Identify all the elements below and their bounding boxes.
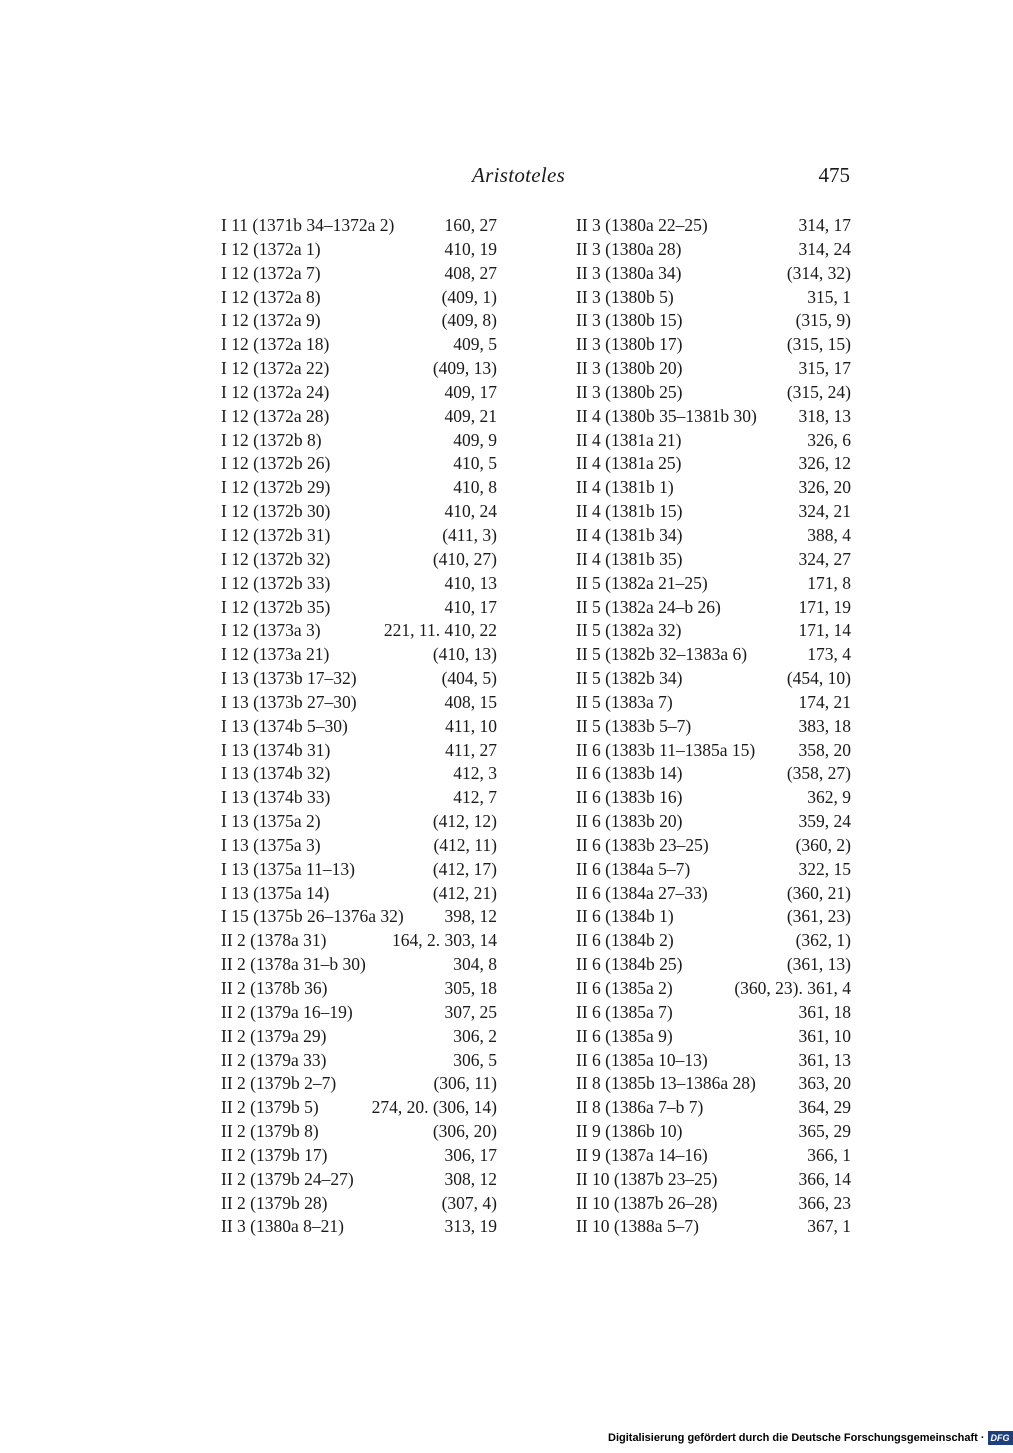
index-entry <box>221 1144 497 1168</box>
index-entry-reference: II 3 (1380b 17) <box>576 334 683 355</box>
index-entry <box>576 405 851 429</box>
index-entry <box>576 834 851 858</box>
index-entry-reference: I 13 (1374b 31) <box>221 739 331 760</box>
index-entry <box>221 953 497 977</box>
index-entry <box>221 667 497 691</box>
index-entry-citation: 410, 24 <box>444 501 497 522</box>
index-entry <box>221 1072 497 1096</box>
index-entry <box>221 739 497 763</box>
index-entry <box>221 238 497 262</box>
index-entry <box>576 858 851 882</box>
index-entry-citation: 307, 25 <box>444 1001 497 1022</box>
index-entry <box>221 619 497 643</box>
index-column-right <box>576 214 851 1239</box>
index-entry-citation: (411, 3) <box>442 524 497 545</box>
index-entry-reference: II 3 (1380a 34) <box>576 262 682 283</box>
index-entry-reference: II 2 (1379a 16–19) <box>221 1001 353 1022</box>
index-entry-reference: I 11 (1371b 34–1372a 2) <box>221 215 395 235</box>
index-entry-citation: 362, 9 <box>807 787 851 808</box>
index-entry <box>221 333 497 357</box>
index-entry-citation: 409, 21 <box>444 405 497 426</box>
index-entry-reference: II 9 (1387a 14–16) <box>576 1144 708 1165</box>
index-entry-reference: II 5 (1382a 24–b 26) <box>576 596 721 617</box>
index-entry <box>221 214 497 238</box>
index-entry <box>576 905 851 929</box>
index-entry-citation: (454, 10) <box>786 668 851 689</box>
index-entry <box>576 381 851 405</box>
index-entry-reference: II 9 (1386b 10) <box>576 1121 683 1142</box>
index-entry-reference: I 12 (1372a 28) <box>221 405 330 426</box>
index-entry <box>576 548 851 572</box>
index-entry-reference: I 12 (1372a 1) <box>221 238 321 259</box>
index-entry-reference: I 13 (1375a 14) <box>221 882 330 903</box>
index-entry-reference: II 5 (1382b 34) <box>576 668 683 689</box>
index-entry-citation: 409, 17 <box>444 381 497 402</box>
index-entry-reference: I 12 (1372a 24) <box>221 381 330 402</box>
index-entry <box>221 429 497 453</box>
index-entry-reference: II 6 (1385a 9) <box>576 1025 673 1046</box>
index-entry <box>221 596 497 620</box>
index-entry-citation: 315, 1 <box>807 286 851 307</box>
index-entry-citation: 304, 8 <box>453 954 497 975</box>
index-entry-reference: II 4 (1380b 35–1381b 30) <box>576 405 757 426</box>
index-entry-reference: I 12 (1372a 22) <box>221 358 330 379</box>
index-entry-citation: 160, 27 <box>444 215 497 235</box>
index-entry-reference: I 15 (1375b 26–1376a 32) <box>221 906 404 927</box>
index-entry <box>221 858 497 882</box>
index-entry <box>576 429 851 453</box>
index-entry-citation: 361, 18 <box>798 1001 851 1022</box>
index-entry-reference: I 13 (1374b 32) <box>221 763 331 784</box>
index-entry-citation: (409, 13) <box>432 358 497 379</box>
index-entry-citation: (412, 12) <box>432 811 497 832</box>
index-entry <box>221 1096 497 1120</box>
index-entry-citation: 358, 20 <box>798 739 851 760</box>
index-entry <box>576 1001 851 1025</box>
index-entry-reference: II 4 (1381b 15) <box>576 501 683 522</box>
index-entry-reference: I 12 (1373a 21) <box>221 644 330 665</box>
index-entry-citation: 366, 23 <box>798 1192 851 1213</box>
index-entry <box>576 524 851 548</box>
index-entry-reference: II 6 (1384b 25) <box>576 954 683 975</box>
index-entry-citation: 388, 4 <box>807 524 851 545</box>
index-entry <box>221 357 497 381</box>
index-entry <box>576 1072 851 1096</box>
index-entry-citation: 364, 29 <box>798 1097 851 1118</box>
index-entry-citation: 410, 13 <box>444 572 497 593</box>
index-entry-citation: 324, 27 <box>798 548 851 569</box>
index-entry-reference: II 6 (1383b 23–25) <box>576 834 709 855</box>
index-entry <box>576 739 851 763</box>
index-entry <box>576 786 851 810</box>
index-entry-citation: 326, 6 <box>807 429 851 450</box>
index-entry-citation: 171, 19 <box>798 596 851 617</box>
index-entry-citation: 409, 9 <box>453 429 497 450</box>
index-entry-reference: II 8 (1385b 13–1386a 28) <box>576 1073 756 1094</box>
index-entry-reference: II 6 (1384a 27–33) <box>576 882 708 903</box>
index-entry-reference: II 4 (1381b 1) <box>576 477 674 498</box>
index-entry-reference: II 3 (1380b 5) <box>576 286 674 307</box>
index-entry-reference: I 13 (1374b 5–30) <box>221 715 348 736</box>
index-entry-citation: 314, 24 <box>798 238 851 259</box>
index-entry-reference: I 12 (1372b 35) <box>221 596 331 617</box>
index-entry-reference: II 6 (1385a 10–13) <box>576 1049 708 1070</box>
index-entry <box>221 262 497 286</box>
index-entry-citation: 410, 19 <box>444 238 497 259</box>
index-entry-reference: I 12 (1373a 3) <box>221 620 321 641</box>
index-entry-reference: II 2 (1378a 31) <box>221 930 327 951</box>
index-entry-reference: II 5 (1382b 32–1383a 6) <box>576 644 748 665</box>
index-entry-citation: 306, 17 <box>444 1144 497 1165</box>
index-entry <box>576 953 851 977</box>
index-entry <box>576 1215 851 1239</box>
index-entry-citation: 164, 2. 303, 14 <box>392 930 497 951</box>
index-entry-reference: I 12 (1372b 26) <box>221 453 331 474</box>
index-entry <box>576 1144 851 1168</box>
index-entry-citation: (412, 21) <box>432 882 497 903</box>
index-entry-reference: II 6 (1383b 20) <box>576 811 683 832</box>
index-entry <box>576 1120 851 1144</box>
index-entry-reference: II 2 (1379a 29) <box>221 1025 327 1046</box>
index-entry-citation: 410, 17 <box>444 596 497 617</box>
index-entry <box>576 357 851 381</box>
index-entry <box>221 1025 497 1049</box>
index-entry-citation: (306, 11) <box>433 1073 497 1094</box>
index-entry-citation: 367, 1 <box>807 1216 851 1237</box>
index-entry-citation: 221, 11. 410, 22 <box>383 620 497 641</box>
index-entry <box>221 977 497 1001</box>
index-entry <box>221 1049 497 1073</box>
index-entry-citation: (410, 13) <box>432 644 497 665</box>
index-entry <box>221 1001 497 1025</box>
index-entry <box>221 572 497 596</box>
index-entry <box>576 619 851 643</box>
index-entry-reference: I 13 (1373b 17–32) <box>221 668 357 689</box>
index-entry-reference: I 12 (1372a 18) <box>221 334 330 355</box>
index-entry <box>576 500 851 524</box>
index-entry-citation: 412, 3 <box>453 763 497 784</box>
index-entry-citation: 324, 21 <box>798 501 851 522</box>
index-entry-reference: II 3 (1380a 28) <box>576 238 682 259</box>
running-head: Aristoteles <box>472 163 566 187</box>
index-entry <box>576 476 851 500</box>
index-entry <box>221 691 497 715</box>
index-entry-citation: (412, 11) <box>433 834 497 855</box>
index-entry-reference: II 6 (1383b 16) <box>576 787 683 808</box>
index-entry-reference: II 5 (1383b 5–7) <box>576 715 692 736</box>
footer-text: Digitalisierung gefördert durch die Deutsche Forschungsgemeinschaft · <box>608 1432 985 1444</box>
index-entry-citation: 314, 17 <box>798 215 851 235</box>
index-entry <box>221 905 497 929</box>
index-entry-citation: 318, 13 <box>798 405 851 426</box>
index-entry-reference: II 10 (1387b 23–25) <box>576 1168 718 1189</box>
index-entry-citation: (409, 8) <box>441 310 497 331</box>
index-entry-citation: 411, 10 <box>445 715 497 736</box>
index-entry <box>576 1025 851 1049</box>
index-entry-citation: 398, 12 <box>444 906 497 927</box>
index-entry-reference: I 13 (1374b 33) <box>221 787 331 808</box>
index-entry-citation: 322, 15 <box>798 858 851 879</box>
index-entry-reference: I 12 (1372b 31) <box>221 524 331 545</box>
index-entry-citation: (404, 5) <box>441 668 497 689</box>
index-entry <box>576 762 851 786</box>
index-entry-reference: II 6 (1384b 2) <box>576 930 674 951</box>
index-entry-citation: (315, 24) <box>786 381 851 402</box>
index-entry <box>221 810 497 834</box>
index-column-left <box>221 214 497 1239</box>
index-entry-citation: 361, 10 <box>798 1025 851 1046</box>
index-entry <box>221 500 497 524</box>
index-entry <box>221 524 497 548</box>
index-entry <box>576 1168 851 1192</box>
index-entry-citation: 363, 20 <box>798 1073 851 1094</box>
index-entry <box>221 476 497 500</box>
index-entry <box>576 214 851 238</box>
index-entry <box>576 1096 851 1120</box>
index-entry <box>576 286 851 310</box>
index-entry-reference: I 12 (1372a 9) <box>221 310 321 331</box>
index-entry-reference: II 2 (1379b 8) <box>221 1121 319 1142</box>
index-entry <box>221 309 497 333</box>
index-entry-reference: I 12 (1372b 32) <box>221 548 331 569</box>
index-entry-citation: (410, 27) <box>432 548 497 569</box>
index-entry <box>576 691 851 715</box>
index-entry-reference: II 5 (1383a 7) <box>576 691 673 712</box>
index-entry-citation: (361, 23) <box>786 906 851 927</box>
index-entry <box>576 572 851 596</box>
index-entry <box>576 238 851 262</box>
index-entry <box>576 977 851 1001</box>
index-entry-citation: (314, 32) <box>786 262 851 283</box>
index-entry <box>576 596 851 620</box>
index-entry <box>221 381 497 405</box>
index-entry <box>576 309 851 333</box>
index-entry <box>576 810 851 834</box>
index-entry-reference: II 8 (1386a 7–b 7) <box>576 1097 704 1118</box>
index-entry-reference: II 2 (1378a 31–b 30) <box>221 954 366 975</box>
index-entry-reference: I 13 (1373b 27–30) <box>221 691 357 712</box>
index-entry <box>221 762 497 786</box>
index-entry-citation: 315, 17 <box>798 358 851 379</box>
index-entry-citation: 306, 2 <box>453 1025 497 1046</box>
index-entry-citation: 408, 15 <box>444 691 497 712</box>
index-entry-reference: I 13 (1375a 2) <box>221 811 321 832</box>
index-entry-citation: 366, 1 <box>807 1144 851 1165</box>
index-entry <box>576 333 851 357</box>
index-entry-reference: I 12 (1372b 8) <box>221 429 322 450</box>
index-entry-reference: II 5 (1382a 32) <box>576 620 682 641</box>
index-entry-citation: (360, 21) <box>786 882 851 903</box>
index-entry-reference: II 4 (1381a 21) <box>576 429 682 450</box>
digitization-footer <box>608 1430 1010 1446</box>
index-entry-reference: II 4 (1381a 25) <box>576 453 682 474</box>
index-entry-reference: II 6 (1384b 1) <box>576 906 674 927</box>
index-entry-citation: 409, 5 <box>453 334 497 355</box>
index-entry-citation: 174, 21 <box>798 691 851 712</box>
dfg-logo: DFG <box>988 1431 1013 1445</box>
index-entry-reference: II 2 (1379b 28) <box>221 1192 328 1213</box>
index-entry-reference: I 12 (1372a 8) <box>221 286 321 307</box>
index-entry-citation: (362, 1) <box>795 930 851 951</box>
index-entry <box>221 452 497 476</box>
index-entry-reference: I 13 (1375a 11–13) <box>221 858 355 879</box>
index-entry <box>221 405 497 429</box>
index-entry <box>576 929 851 953</box>
index-entry-citation: 173, 4 <box>807 644 851 665</box>
index-entry-reference: I 12 (1372b 29) <box>221 477 331 498</box>
index-entry-citation: 313, 19 <box>444 1216 497 1237</box>
index-entry <box>576 882 851 906</box>
index-entry-citation: 366, 14 <box>798 1168 851 1189</box>
index-entry-reference: II 3 (1380b 20) <box>576 358 683 379</box>
index-entry <box>576 452 851 476</box>
index-entry-reference: II 3 (1380a 22–25) <box>576 215 708 235</box>
index-entry-reference: II 6 (1383b 14) <box>576 763 683 784</box>
index-entry <box>221 286 497 310</box>
index-entry-reference: II 2 (1378b 36) <box>221 978 328 998</box>
index-entry-reference: II 3 (1380a 8–21) <box>221 1216 344 1237</box>
index-entry-reference: II 6 (1383b 11–1385a 15) <box>576 739 756 760</box>
index-entry-citation: 326, 12 <box>798 453 851 474</box>
index-entry <box>221 1192 497 1216</box>
index-entry-citation: 412, 7 <box>453 787 497 808</box>
index-entry-reference: I 12 (1372b 33) <box>221 572 331 593</box>
index-entry-citation: 306, 5 <box>453 1049 497 1070</box>
index-entry <box>221 1215 497 1239</box>
index-entry-citation: (315, 15) <box>786 334 851 355</box>
index-entry-citation: 326, 20 <box>798 477 851 498</box>
index-entry-citation: 359, 24 <box>798 811 851 832</box>
page-number: 475 <box>818 163 850 187</box>
index-entry-reference: II 3 (1380b 15) <box>576 310 683 331</box>
index-entry-reference: II 6 (1385a 7) <box>576 1001 673 1022</box>
index-entry <box>221 715 497 739</box>
index-entry-reference: I 12 (1372b 30) <box>221 501 331 522</box>
index-entry <box>576 667 851 691</box>
index-entry <box>221 643 497 667</box>
index-entry <box>221 548 497 572</box>
index-entry-citation: 410, 8 <box>453 477 497 498</box>
index-entry-reference: II 2 (1379a 33) <box>221 1049 327 1070</box>
index-entry-citation: 308, 12 <box>444 1168 497 1189</box>
index-entry-reference: II 2 (1379b 17) <box>221 1144 328 1165</box>
index-entry-citation: 410, 5 <box>453 453 497 474</box>
index-entry-citation: 171, 8 <box>807 572 851 593</box>
index-entry-reference: II 10 (1388a 5–7) <box>576 1216 699 1237</box>
index-entry <box>221 929 497 953</box>
index-entry-citation: (361, 13) <box>786 954 851 975</box>
index-entry-citation: 305, 18 <box>444 978 497 998</box>
index-entry-reference: II 3 (1380b 25) <box>576 381 683 402</box>
index-entry-reference: II 6 (1384a 5–7) <box>576 858 691 879</box>
index-entry <box>576 262 851 286</box>
index-entry <box>576 715 851 739</box>
index-entry-reference: II 2 (1379b 2–7) <box>221 1073 337 1094</box>
index-entry <box>576 643 851 667</box>
index-entry-citation: 365, 29 <box>798 1121 851 1142</box>
index-entry <box>221 1168 497 1192</box>
index-entry <box>221 834 497 858</box>
index-entry-citation: (358, 27) <box>786 763 851 784</box>
index-entry-citation: (307, 4) <box>441 1192 497 1213</box>
index-entry-reference: II 2 (1379b 24–27) <box>221 1168 354 1189</box>
index-entry <box>221 882 497 906</box>
index-entry-reference: II 2 (1379b 5) <box>221 1097 319 1118</box>
index-entry-reference: I 13 (1375a 3) <box>221 834 321 855</box>
index-entry-citation: (412, 17) <box>432 858 497 879</box>
index-entry-citation: 411, 27 <box>445 739 497 760</box>
index-entry-citation: 171, 14 <box>798 620 851 641</box>
index-entry-citation: (360, 2) <box>795 834 851 855</box>
index-entry <box>221 1120 497 1144</box>
index-entry-reference: II 6 (1385a 2) <box>576 978 673 998</box>
index-entry-citation: (360, 23). 361, 4 <box>734 978 851 998</box>
index-entry-reference: II 4 (1381b 34) <box>576 524 683 545</box>
index-entry-reference: I 12 (1372a 7) <box>221 262 321 283</box>
index-entry-reference: II 10 (1387b 26–28) <box>576 1192 718 1213</box>
index-entry-citation: 408, 27 <box>444 262 497 283</box>
index-entry-citation: 361, 13 <box>798 1049 851 1070</box>
index-entry-citation: 274, 20. (306, 14) <box>371 1097 497 1118</box>
index-entry-citation: (409, 1) <box>441 286 497 307</box>
index-entry-citation: 383, 18 <box>798 715 851 736</box>
index-entry-reference: II 5 (1382a 21–25) <box>576 572 708 593</box>
index-entry-citation: (306, 20) <box>432 1121 497 1142</box>
index-entry-reference: II 4 (1381b 35) <box>576 548 683 569</box>
index-entry <box>576 1049 851 1073</box>
index-entry <box>576 1192 851 1216</box>
index-entry-citation: (315, 9) <box>795 310 851 331</box>
index-entry <box>221 786 497 810</box>
